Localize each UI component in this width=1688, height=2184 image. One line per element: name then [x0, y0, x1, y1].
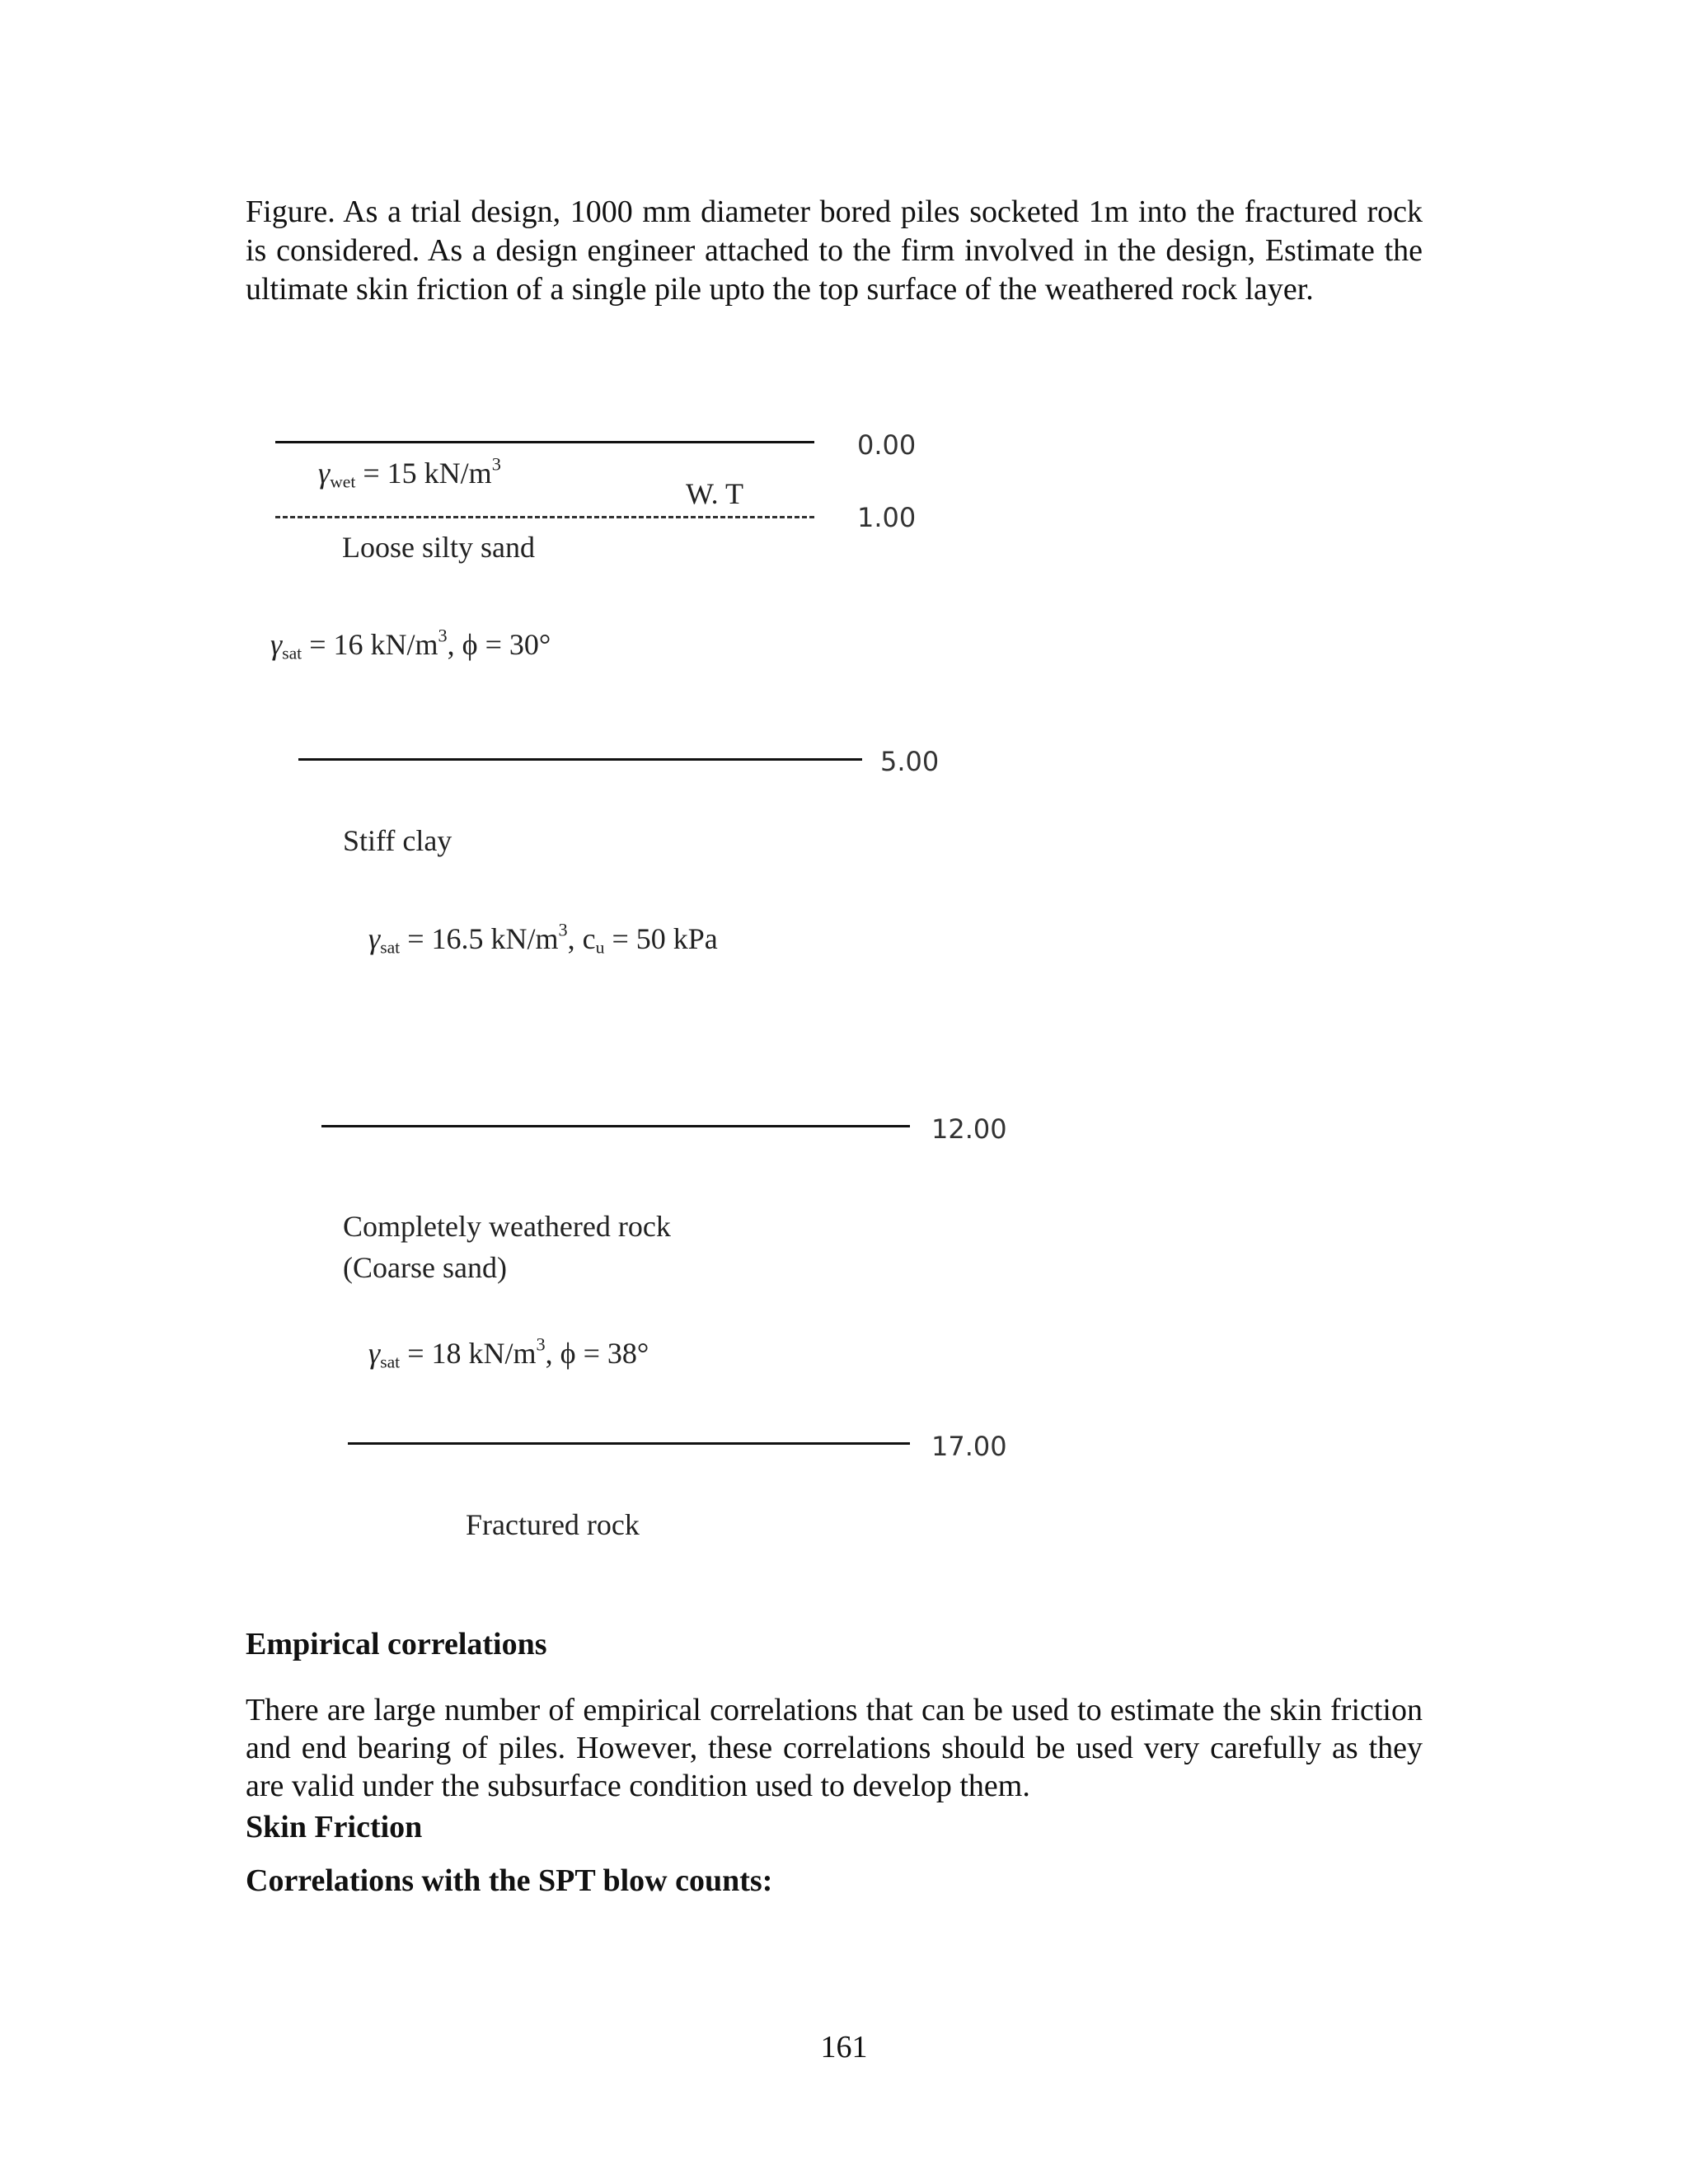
- layer1-gamma-sat: $\gamma_{sat} = 16$ $kN/m^3$, ϕ = 30°: [270, 625, 551, 663]
- intro-paragraph: Figure. As a trial design, 1000 mm diameter bored piles socketed 1m into the fractured rock is considered. As a design engineer attached to the firm involved in the design, Estimate the ultimate skin friction of a single pile upto the top surface of the weathered rock layer.: [246, 194, 1423, 307]
- layer3-name-line1: Completely weathered rock: [343, 1210, 671, 1243]
- layer1-gamma-wet: $\gamma_{wet} = 15$ $kN/m^3$: [318, 453, 501, 492]
- page-number: 161: [820, 2030, 868, 2064]
- layer4-name: Fractured rock: [466, 1508, 640, 1541]
- layer-boundary-17: [348, 1442, 910, 1445]
- water-table-label: W. T: [686, 477, 744, 510]
- layer2-gamma-sat: $\gamma_{sat} = 16.5$ $kN/m^3$, $c_u = 50$ kPa: [368, 919, 718, 958]
- elevation-12: 12.00: [931, 1113, 1007, 1145]
- layer2-name: Stiff clay: [343, 824, 452, 857]
- water-table-line: [275, 516, 814, 518]
- layer-boundary-12: [321, 1125, 910, 1127]
- elevation-5: 5.00: [880, 746, 940, 777]
- heading-spt-correlations: Correlations with the SPT blow counts:: [246, 1863, 773, 1898]
- layer3-gamma-sat: $\gamma_{sat} = 18$ $kN/m^3$, ϕ = 38°: [368, 1333, 649, 1372]
- layer3-name-line2: (Coarse sand): [343, 1251, 507, 1284]
- ground-surface-line: [275, 441, 814, 443]
- elevation-0: 0.00: [857, 429, 917, 461]
- elevation-17: 17.00: [931, 1431, 1007, 1462]
- empirical-paragraph: There are large number of empirical correlations that can be used to estimate the skin friction and end bearing of piles. However, these correlations should be used very carefully as they are valid under the subsurface condition used to develop them.: [246, 1693, 1423, 1803]
- heading-empirical-correlations: Empirical correlations: [246, 1627, 547, 1661]
- heading-skin-friction: Skin Friction: [246, 1810, 423, 1844]
- layer1-name: Loose silty sand: [342, 531, 535, 564]
- layer-boundary-5: [298, 758, 862, 761]
- elevation-1: 1.00: [857, 502, 917, 533]
